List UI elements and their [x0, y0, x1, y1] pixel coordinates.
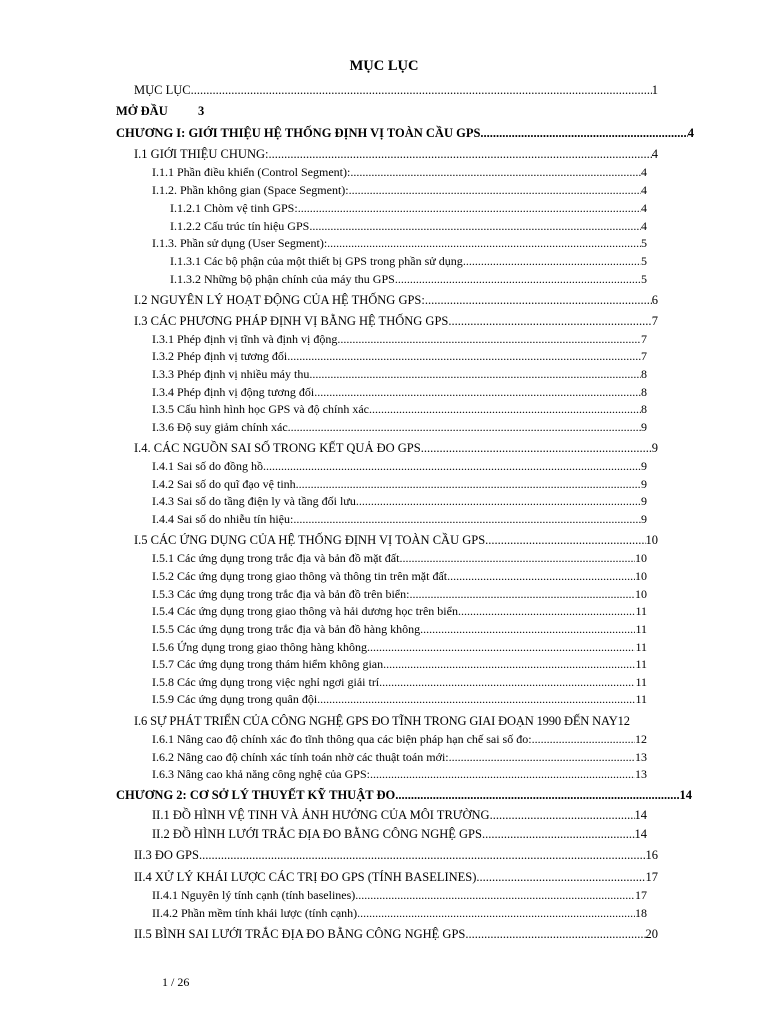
toc-entry[interactable] — [134, 145, 658, 163]
toc-entry-page: 12 — [617, 714, 630, 728]
toc-entry-title: II.5 BÌNH SAI LƯỚI TRẮC ĐỊA ĐO BẰNG CÔNG NGHỆ GPS — [134, 927, 466, 941]
toc-entry-page: 5 — [641, 236, 647, 250]
page-title: MỤC LỤC — [349, 58, 419, 74]
toc-entry-title: I.3.3 Phép định vị nhiều máy thu — [152, 367, 310, 381]
leader-dots — [482, 825, 635, 843]
toc-entry-title: I.6.1 Nâng cao độ chính xác đo tĩnh thông qua các biện pháp hạn chế sai số đo: — [152, 732, 532, 746]
leader-dots — [458, 602, 635, 620]
toc-entry[interactable] — [152, 730, 647, 748]
toc-entry[interactable] — [134, 291, 658, 309]
leader-dots — [369, 400, 641, 418]
toc-entry-title: I.5.4 Các ứng dụng trong giao thông và hải dương học trên biển — [152, 604, 458, 618]
toc-entry[interactable] — [170, 252, 647, 270]
toc-entry-page: 7 — [651, 314, 658, 328]
leader-dots — [465, 925, 645, 943]
leader-dots — [463, 252, 641, 270]
leader-dots — [420, 620, 635, 638]
toc-entry-page: 13 — [635, 750, 647, 764]
toc-entry-title: I.5.1 Các ứng dụng trong trắc địa và bản đồ mặt đất — [152, 551, 400, 565]
toc-entry[interactable] — [152, 400, 647, 418]
toc-entry-page: 9 — [651, 441, 658, 455]
toc-entry-page: 3 — [198, 104, 205, 118]
leader-dots — [298, 199, 641, 217]
leader-dots — [395, 270, 641, 288]
toc-entry[interactable] — [152, 638, 647, 656]
toc-entry-title: I.4.1 Sai số do đồng hồ — [152, 459, 263, 473]
toc-entry-page: 7 — [641, 349, 647, 363]
toc-entry[interactable] — [152, 748, 647, 766]
toc-entry[interactable] — [152, 163, 647, 181]
toc-entry[interactable] — [152, 510, 647, 528]
leader-dots — [379, 673, 635, 691]
toc-entry-title: I.1.2.2 Cấu trúc tín hiệu GPS — [170, 219, 310, 233]
toc-entry[interactable] — [152, 673, 647, 691]
leader-dots — [263, 457, 641, 475]
toc-entry-page: 4 — [641, 201, 647, 215]
toc-entry-title: I.3.5 Cấu hình hình học GPS và độ chính xác — [152, 402, 369, 416]
toc-entry-page: 16 — [645, 848, 658, 862]
toc-entry[interactable] — [152, 655, 647, 673]
toc-entry-page: 4 — [641, 183, 647, 197]
leader-dots — [490, 806, 635, 824]
toc-entry-title: I.6.3 Nâng cao khả năng công nghệ của GPS: — [152, 767, 370, 781]
toc-entry-title: II.1 ĐỒ HÌNH VỆ TINH VÀ ẢNH HƯỞNG CỦA MÔI TRƯỜNG — [152, 808, 490, 822]
toc-entry-page: 5 — [641, 254, 647, 268]
toc-entry[interactable] — [152, 181, 647, 199]
toc-entry-page: 5 — [641, 272, 647, 286]
toc-entry-page: 6 — [651, 293, 658, 307]
toc-entry[interactable] — [152, 330, 647, 348]
leader-dots — [356, 492, 641, 510]
leader-dots — [191, 81, 652, 99]
leader-dots — [199, 846, 646, 864]
toc-entry-title: I.5.5 Các ứng dụng trong trắc địa và bản đồ hàng không — [152, 622, 421, 636]
toc-entry-title: I.5.7 Các ứng dụng trong thám hiểm không gian — [152, 657, 384, 671]
toc-entry[interactable] — [134, 312, 658, 330]
leader-dots — [399, 549, 635, 567]
leader-dots — [288, 418, 641, 436]
toc-entry-page: 14 — [679, 788, 692, 802]
leader-dots — [317, 690, 635, 708]
toc-entry-title: CHƯƠNG I: GIỚI THIỆU HỆ THỐNG ĐỊNH VỊ TOÀN CẦU GPS — [116, 126, 481, 140]
toc-entry[interactable] — [152, 620, 647, 638]
leader-dots — [421, 439, 652, 457]
leader-dots — [383, 655, 635, 673]
toc-entry[interactable] — [134, 81, 658, 99]
toc-entry-page: 17 — [635, 888, 647, 902]
toc-entry-page: 7 — [641, 332, 647, 346]
toc-entry-page: 13 — [635, 767, 647, 781]
toc-entry-page: 11 — [635, 604, 647, 618]
toc-entry-page: 4 — [641, 165, 647, 179]
toc-entry-title: I.4.3 Sai số do tầng điện ly và tầng đối lưu — [152, 494, 356, 508]
leader-dots — [448, 312, 651, 330]
toc-entry[interactable] — [152, 806, 647, 824]
toc-entry-title: I.1.3. Phần sử dụng (User Segment): — [152, 236, 328, 250]
toc-entry-page: 12 — [635, 732, 647, 746]
toc-entry-title: I.4. CÁC NGUỒN SAI SỐ TRONG KẾT QUẢ ĐO GPS — [134, 441, 421, 455]
toc-entry-title: II.4.2 Phần mềm tính khái lược (tính cạnh) — [152, 906, 358, 920]
toc-entry[interactable] — [152, 418, 647, 436]
toc-entry-title: I.2 NGUYÊN LÝ HOẠT ĐỘNG CỦA HỆ THỐNG GPS: — [134, 293, 425, 307]
toc-entry[interactable] — [170, 270, 647, 288]
toc-entry[interactable] — [134, 846, 658, 864]
toc-entry[interactable] — [152, 492, 647, 510]
toc-entry[interactable] — [170, 217, 647, 235]
toc-entry-page: 18 — [635, 906, 647, 920]
toc-entry-page: 4 — [641, 219, 647, 233]
leader-dots — [314, 383, 641, 401]
leader-dots — [309, 365, 641, 383]
toc-entry-title: I.3.4 Phép định vị động tương đối — [152, 385, 315, 399]
leader-dots — [480, 124, 687, 142]
toc-entry[interactable] — [134, 925, 658, 943]
toc-entry-page: 10 — [635, 587, 647, 601]
toc-entry[interactable] — [152, 475, 647, 493]
leader-dots — [355, 886, 635, 904]
toc-entry[interactable] — [134, 868, 658, 886]
leader-dots — [309, 217, 641, 235]
toc-entry[interactable] — [152, 765, 647, 783]
toc-entry-title: I.3 CÁC PHƯƠNG PHÁP ĐỊNH VỊ BẰNG HỆ THỐNG GPS — [134, 314, 449, 328]
leader-dots — [449, 748, 635, 766]
toc-entry-page: 10 — [645, 533, 658, 547]
toc-entry-title: I.5.3 Các ứng dụng trong trắc địa và bản đồ trên biển: — [152, 587, 410, 601]
toc-entry-title: I.1.2. Phần không gian (Space Segment): — [152, 183, 349, 197]
toc-entry-page: 11 — [635, 640, 647, 654]
toc-entry-title: I.1.3.2 Những bộ phận chính của máy thu GPS — [170, 272, 395, 286]
toc-entry[interactable] — [152, 690, 647, 708]
toc-entry-title: I.4.4 Sai số do nhiễu tín hiệu: — [152, 512, 294, 526]
toc-entry-page: 9 — [641, 459, 647, 473]
toc-entry-title: II.3 ĐO GPS — [134, 848, 199, 862]
leader-dots — [296, 475, 641, 493]
toc-entry-page: 9 — [641, 477, 647, 491]
toc-entry[interactable] — [152, 383, 647, 401]
toc-entry-title: I.4.2 Sai số do quĩ đạo vệ tinh — [152, 477, 296, 491]
toc-entry[interactable] — [152, 457, 647, 475]
toc-entry-title: I.6.2 Nâng cao độ chính xác tính toán nhờ các thuật toán mới: — [152, 750, 449, 764]
toc-entry-page: 20 — [645, 927, 658, 941]
toc-entry-title: I.5.8 Các ứng dụng trong việc nghỉ ngơi giải trí — [152, 675, 380, 689]
leader-dots — [350, 163, 641, 181]
toc-entry-page: 14 — [634, 827, 647, 841]
leader-dots — [349, 181, 641, 199]
toc-entry[interactable] — [134, 531, 658, 549]
toc-entry-title: I.3.1 Phép định vị tĩnh và định vị động — [152, 332, 338, 346]
toc-entry[interactable] — [152, 365, 647, 383]
toc-entry[interactable] — [152, 886, 647, 904]
toc-entry-title: I.5.2 Các ứng dụng trong giao thông và thông tin trên mặt đất — [152, 569, 448, 583]
toc-entry[interactable] — [152, 825, 647, 843]
leader-dots — [532, 730, 635, 748]
toc-entry[interactable] — [116, 124, 694, 142]
leader-dots — [409, 585, 635, 603]
toc-entry[interactable] — [170, 199, 647, 217]
toc-entry[interactable] — [152, 904, 647, 922]
leader-dots — [293, 510, 641, 528]
toc-entry[interactable] — [134, 712, 664, 730]
toc-entry-title: MỞ ĐẦU — [116, 104, 168, 118]
toc-entry[interactable] — [152, 567, 647, 585]
toc-entry-page: 11 — [635, 692, 647, 706]
leader-dots — [447, 567, 635, 585]
toc-entry[interactable] — [152, 602, 647, 620]
toc-entry-page: 11 — [635, 622, 647, 636]
toc-entry-title: I.5.9 Các ứng dụng trong quân đội — [152, 692, 318, 706]
toc-entry-title: I.1 GIỚI THIỆU CHUNG: — [134, 147, 269, 161]
toc-entry-title: I.5.6 Ứng dụng trong giao thông hàng không — [152, 640, 367, 654]
leader-dots — [337, 330, 641, 348]
toc-entry-title: II.4 XỬ LÝ KHÁI LƯỢC CÁC TRỊ ĐO GPS (TÍNH BASELINES) — [134, 870, 477, 884]
toc-entry-page: 4 — [651, 147, 658, 161]
page-number: 1 / 26 — [162, 975, 190, 989]
toc-entry-title: I.1.1 Phần điều khiển (Control Segment): — [152, 165, 351, 179]
toc-entry-title: MỤC LỤC — [134, 83, 191, 97]
toc-entry-page: 8 — [641, 402, 647, 416]
toc-entry-title: CHƯƠNG 2: CƠ SỞ LÝ THUYẾT KỸ THUẬT ĐO — [116, 788, 396, 802]
toc-entry-title: I.1.3.1 Các bộ phận của một thiết bị GPS trong phần sử dụng — [170, 254, 463, 268]
toc-entry-page: 9 — [641, 494, 647, 508]
leader-dots — [287, 347, 641, 365]
toc-entry[interactable] — [116, 786, 692, 804]
leader-dots — [357, 904, 635, 922]
toc-entry-page: 14 — [634, 808, 647, 822]
toc-entry-title: I.5 CÁC ỨNG DỤNG CỦA HỆ THỐNG ĐỊNH VỊ TOÀN CẦU GPS — [134, 533, 486, 547]
toc-entry[interactable] — [134, 439, 658, 457]
toc-entry[interactable] — [152, 585, 647, 603]
toc-entry[interactable] — [116, 102, 236, 120]
leader-dots — [367, 638, 635, 656]
toc-entry-page: 10 — [635, 551, 647, 565]
leader-dots — [370, 765, 635, 783]
toc-entry-page: 9 — [641, 420, 647, 434]
toc-entry-title: I.3.6 Độ suy giảm chính xác — [152, 420, 288, 434]
leader-dots — [327, 234, 641, 252]
toc-entry-title: II.2 ĐỒ HÌNH LƯỚI TRẮC ĐỊA ĐO BẰNG CÔNG NGHỆ GPS — [152, 827, 482, 841]
leader-dots — [425, 291, 652, 309]
toc-entry-title: I.1.2.1 Chòm vệ tinh GPS: — [170, 201, 298, 215]
toc-entry-page: 10 — [635, 569, 647, 583]
toc-entry-page: 9 — [641, 512, 647, 526]
leader-dots — [268, 145, 651, 163]
toc-entry-page: 11 — [635, 675, 647, 689]
toc-entry-title: I.6 SỰ PHÁT TRIỂN CỦA CÔNG NGHỆ GPS ĐO TĨNH TRONG GIAI ĐOẠN 1990 ĐẾN NAY — [134, 714, 618, 728]
toc-entry[interactable] — [152, 347, 647, 365]
toc-entry-title: II.4.1 Nguyên lý tính cạnh (tính baselines) — [152, 888, 356, 902]
toc-entry-page: 1 — [651, 83, 658, 97]
toc-entry-title: I.3.2 Phép định vị tương đối — [152, 349, 288, 363]
toc-entry[interactable] — [152, 234, 647, 252]
leader-dots — [395, 786, 679, 804]
toc-entry-page: 17 — [645, 870, 658, 884]
toc-entry-page: 8 — [641, 385, 647, 399]
leader-dots — [476, 868, 645, 886]
toc-entry[interactable] — [152, 549, 647, 567]
toc-entry-page: 4 — [687, 126, 694, 140]
toc-entry-page: 8 — [641, 367, 647, 381]
toc-entry-page: 11 — [635, 657, 647, 671]
leader-dots — [485, 531, 645, 549]
